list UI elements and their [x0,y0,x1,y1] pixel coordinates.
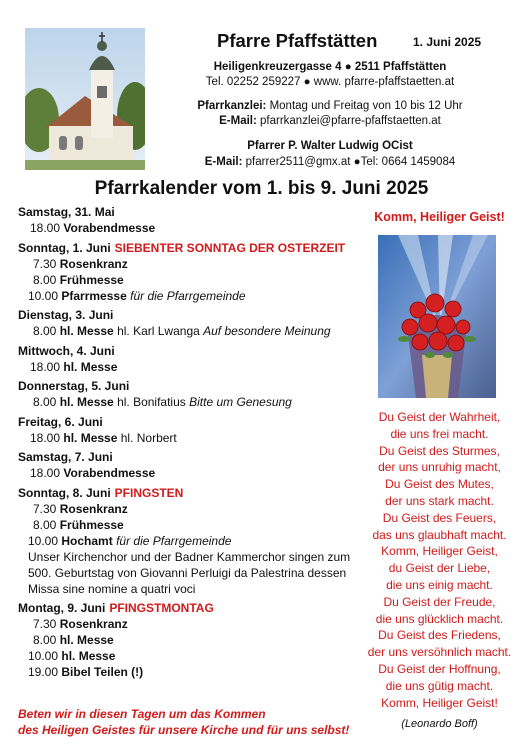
poem-line: Du Geist des Feuers, [382,510,497,525]
day-entry [18,307,363,339]
poem-line: die uns einig macht. [386,577,493,592]
poem-line: Du Geist des Mutes, [385,477,494,492]
schedule [18,204,363,680]
event-name: hl. Messe [61,649,116,663]
event-note: 500. Geburtstag von Giovanni Perluigi da Palestrina dessen [28,565,347,580]
poem-line: Du Geist der Wahrheit, [378,410,501,424]
event-name: Rosenkranz [59,617,128,631]
event-name: hl. Messe [59,633,114,647]
closing-line: Beten wir in diesen Tagen um das Kommen [18,707,266,721]
event [18,632,363,648]
day-title [18,485,363,501]
event-time: 8.00 [33,395,57,409]
day-title [18,600,363,616]
event-note: Unser Kirchenchor und der Badner Kammerchor singen zum [28,549,351,564]
event [18,533,363,549]
event [18,664,363,680]
poem-line: die uns glücklich macht. [375,611,504,626]
parish-name: Pfarre Pfaffstätten [217,30,378,51]
event-name: Frühmesse [59,517,124,532]
event-time: 18.00 [30,221,61,235]
day-entry [18,240,363,304]
event [18,220,363,236]
event-saint: hl. Karl Lwanga [113,324,204,338]
poem-line: Du Geist des Friedens, [378,628,501,643]
feast-name: PFINGSTMONTAG [109,601,214,615]
event-name: Vorabendmesse [63,221,156,235]
poem-line: du Geist der Liebe, [388,561,491,576]
event-time: 7.30 [33,256,57,271]
event-name: hl. Messe [59,395,114,409]
event-name: Rosenkranz [59,256,128,271]
poem-line: die uns frei macht. [390,426,489,441]
event [18,256,363,272]
issue-date: 1. Juni 2025 [413,35,482,49]
priest-contact[interactable]: pfarrer2511@gmx.at ●Tel: 0664 1459084 [242,156,456,168]
office-email[interactable]: pfarrkanzlei@pfarre-pfaffstaetten.at [256,115,441,127]
office-email-label: E-Mail: [219,115,257,127]
day-entry [18,414,363,446]
event-time: 10.00 [28,533,59,548]
event-name: Bibel Teilen (!) [61,665,144,679]
office-hours-line [150,99,510,114]
event [18,616,363,632]
day-title: Mittwoch, 4. Juni [18,343,115,358]
day-date: Sonntag, 8. Juni [18,485,111,500]
event-time: 18.00 [30,359,61,374]
priest-contact-line [150,155,510,170]
priest-email-label: E-Mail: [204,156,243,168]
event [18,465,363,481]
event-name: Vorabendmesse [63,466,156,480]
office-email-line [150,114,510,129]
poem-line: der uns unruhig macht, [378,460,501,475]
office-hours: Montag und Freitag von 10 bis 12 Uhr [266,100,463,112]
feast-name: SIEBENTER SONNTAG DER OSTERZEIT [114,240,346,255]
event-name: hl. Messe [63,430,118,445]
event [18,501,363,517]
event-name: hl. Messe [63,359,118,374]
day-title: Samstag, 31. Mai [18,205,115,219]
event-time: 8.00 [33,517,57,532]
church-photo [25,28,145,170]
day-date: Montag, 9. Juni [18,601,106,615]
event [18,359,363,375]
day-title: Samstag, 7. Juni [18,450,113,464]
event [18,323,363,339]
event [18,430,363,446]
event [18,648,363,664]
poem-line: Du Geist der Freude, [383,594,496,609]
day-entry [18,449,363,481]
event-intention: für die Pfarrgemeinde [116,533,232,548]
day-entry [18,343,363,375]
event-saint: hl. Bonifatius [113,395,190,409]
event [18,272,363,288]
event [18,288,363,304]
event-name: hl. Messe [59,324,114,338]
poem-line: das uns glaubhaft macht. [372,527,507,542]
event-time: 8.00 [33,633,57,647]
day-entry [18,485,363,597]
event-note: Missa sine nomine a quatri voci [28,581,196,596]
poem-line: Komm, Heiliger Geist! [381,695,498,710]
poem-line: Komm, Heiliger Geist, [381,544,498,559]
event-time: 7.30 [33,617,57,631]
event-time: 8.00 [33,272,57,287]
event-time: 8.00 [33,324,57,338]
event-intention: Auf besondere Meinung [203,324,331,338]
day-date: Sonntag, 1. Juni [18,240,111,255]
poem-line: Du Geist des Sturmes, [379,443,500,458]
event-intention: für die Pfarrgemeinde [130,288,246,303]
event-name: Rosenkranz [59,501,128,516]
poem-heading: Komm, Heiliger Geist! [374,210,505,224]
poem-line: der uns versöhnlich macht. [367,645,512,660]
pentecost-painting [378,235,496,398]
address: Heiligenkreuzergasse 4 ● 2511 Pfaffstätten [213,61,447,73]
poem [362,409,517,711]
page-title: Pfarrkalender vom 1. bis 9. Juni 2025 [94,178,429,199]
poem-author: (Leonardo Boff) [401,718,478,730]
day-title: Donnerstag, 5. Juni [18,379,130,393]
event-name: Hochamt [61,533,113,548]
event-time: 10.00 [28,649,59,663]
event-name: Pfarrmesse [61,288,127,303]
event-intention: Bitte um Genesung [189,395,292,409]
day-title [18,240,363,256]
event-time: 7.30 [33,501,57,516]
day-entry [18,600,363,680]
day-title: Dienstag, 3. Juni [18,308,114,322]
event-time: 10.00 [28,288,59,303]
event-time: 18.00 [30,466,61,480]
day-title: Freitag, 6. Juni [18,414,103,429]
event-name: Frühmesse [59,272,124,287]
event [18,394,363,410]
event-saint: hl. Norbert [117,430,177,445]
closing-prayer [18,706,349,738]
event [18,517,363,533]
poem-line: die uns gütig macht. [385,678,494,693]
day-entry [18,204,363,236]
poem-line: der uns stark macht. [385,493,494,508]
event-time: 18.00 [30,430,61,445]
priest-name: Pfarrer P. Walter Ludwig OCist [247,140,413,152]
poem-line: Du Geist der Hoffnung, [378,661,501,676]
day-entry [18,378,363,410]
contact-line: Tel. 02252 259227 ● www. pfarre-pfaffstaetten.at [205,76,455,88]
feast-name: PFINGSTEN [114,485,184,500]
event-time: 19.00 [28,665,59,679]
closing-line: des Heiligen Geistes für unsere Kirche und für uns selbst! [18,723,350,737]
office-label: Pfarrkanzlei: [197,100,267,112]
